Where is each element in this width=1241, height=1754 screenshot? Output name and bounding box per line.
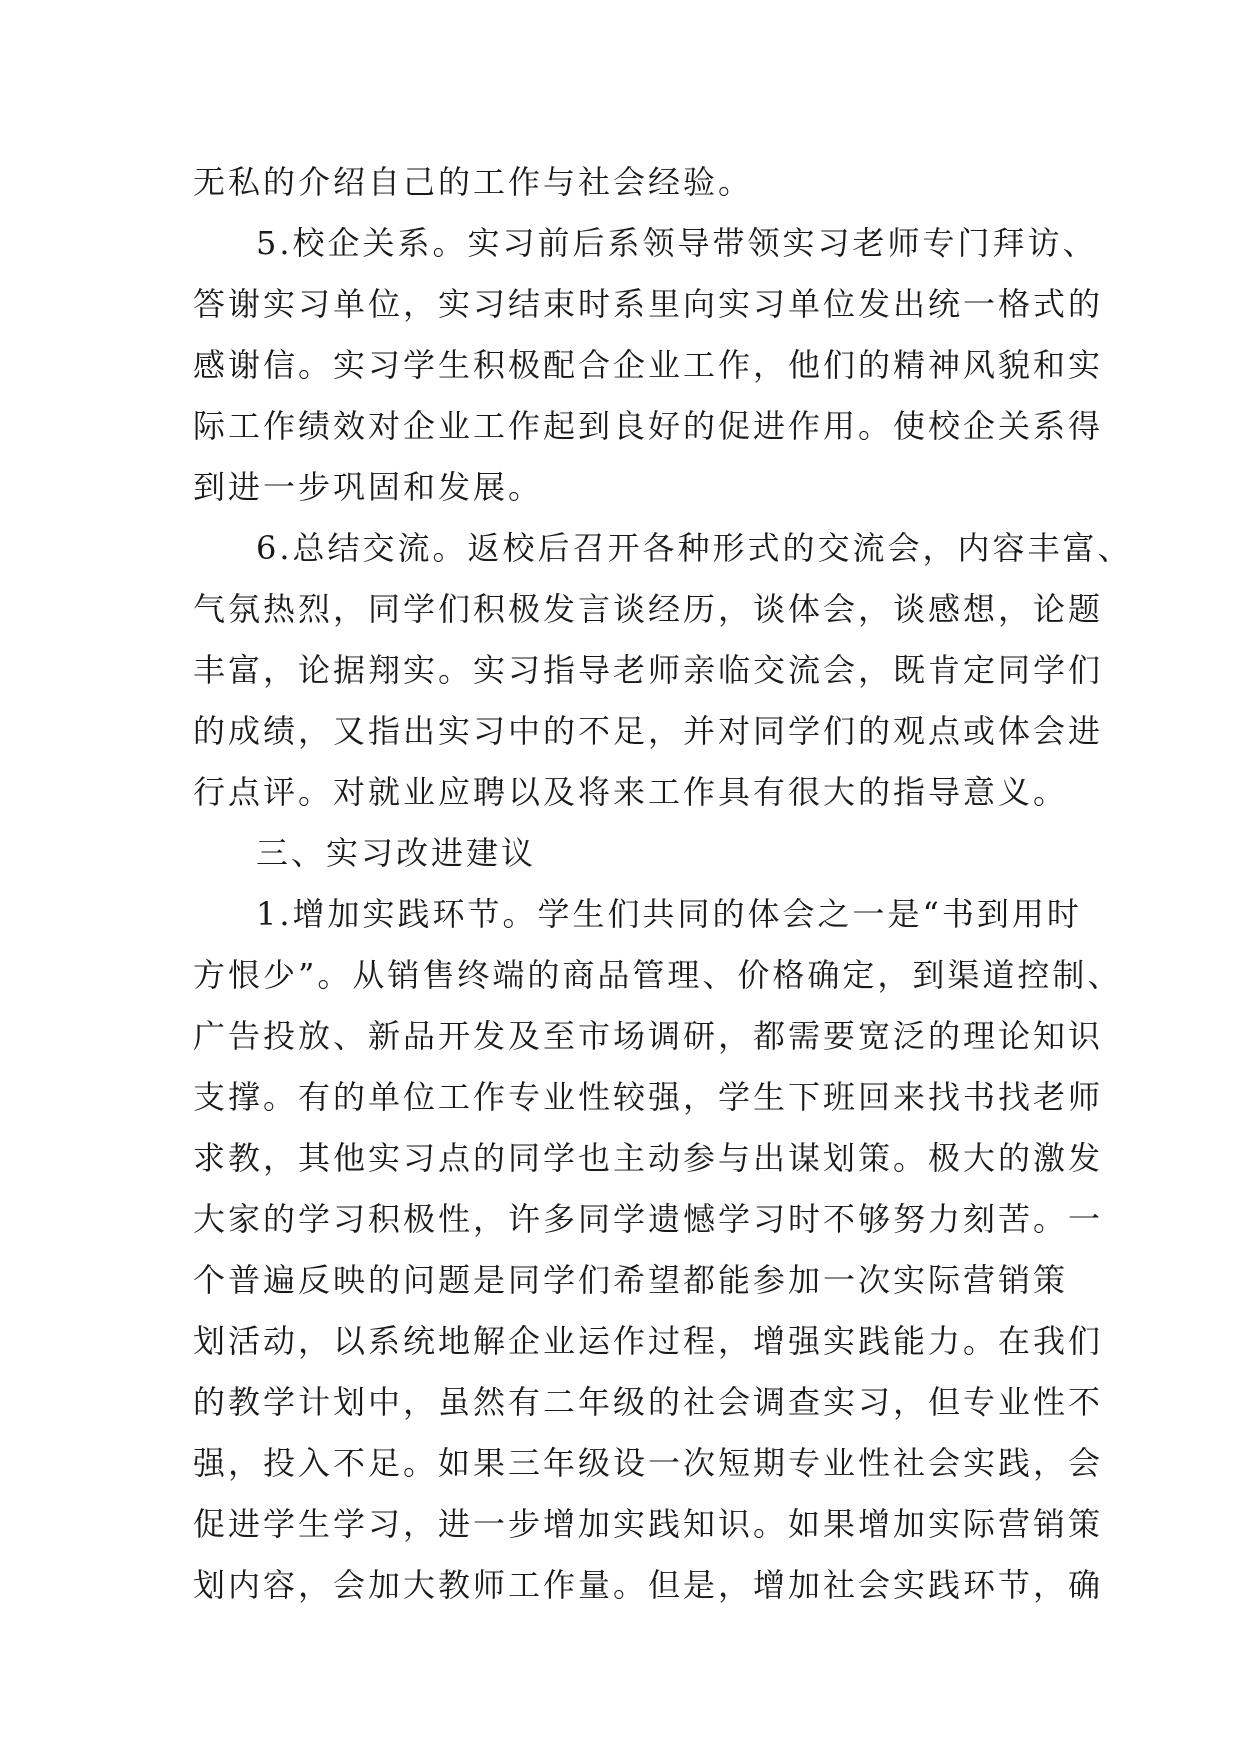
- text-line-23: 促进学生学习，进一步增加实践知识。如果增加实际营销策: [193, 1505, 1104, 1543]
- text-line-21: 的教学计划中，虽然有二年级的社会调查实习，但专业性不: [193, 1383, 1104, 1421]
- text-line-5: 际工作绩效对企业工作起到良好的促进作用。使校企关系得: [193, 407, 1104, 445]
- text-line-20: 划活动，以系统地解企业运作过程，增强实践能力。在我们: [193, 1322, 1104, 1360]
- text-line-6: 到进一步巩固和发展。: [193, 468, 544, 506]
- text-line-15: 广告投放、新品开发及至市场调研，都需要宽泛的理论知识: [193, 1017, 1104, 1055]
- text-line-1: 无私的介绍自己的工作与社会经验。: [193, 163, 754, 201]
- text-line-18: 大家的学习积极性，许多同学遗憾学习时不够努力刻苦。一: [193, 1200, 1104, 1238]
- section-heading: 三、实习改进建议: [256, 834, 537, 872]
- text-line-4: 感谢信。实习学生积极配合企业工作，他们的精神风貌和实: [193, 346, 1104, 384]
- text-line-11: 行点评。对就业应聘以及将来工作具有很大的指导意义。: [193, 773, 1069, 811]
- text-line-19: 个普遍反映的问题是同学们希望都能参加一次实际营销策: [193, 1261, 1069, 1299]
- text-line-13: 1.增加实践环节。学生们共同的体会之一是“书到用时: [256, 895, 1082, 933]
- text-line-9: 丰富，论据翔实。实习指导老师亲临交流会，既肯定同学们: [193, 651, 1104, 689]
- text-line-7: 6.总结交流。返校后召开各种形式的交流会，内容丰富、: [256, 529, 1133, 567]
- text-line-2: 5.校企关系。实习前后系领导带领实习老师专门拜访、: [256, 224, 1098, 262]
- text-line-8: 气氛热烈，同学们积极发言谈经历，谈体会，谈感想，论题: [193, 590, 1104, 628]
- text-line-24: 划内容，会加大教师工作量。但是，增加社会实践环节，确: [193, 1566, 1104, 1604]
- text-line-22: 强，投入不足。如果三年级设一次短期专业性社会实践，会: [193, 1444, 1104, 1482]
- text-line-14: 方恨少”。从销售终端的商品管理、价格确定，到渠道控制、: [193, 956, 1123, 994]
- text-line-10: 的成绩，又指出实习中的不足，并对同学们的观点或体会进: [193, 712, 1104, 750]
- text-line-17: 求教，其他实习点的同学也主动参与出谋划策。极大的激发: [193, 1139, 1104, 1177]
- text-line-3: 答谢实习单位，实习结束时系里向实习单位发出统一格式的: [193, 285, 1104, 323]
- text-line-16: 支撑。有的单位工作专业性较强，学生下班回来找书找老师: [193, 1078, 1104, 1116]
